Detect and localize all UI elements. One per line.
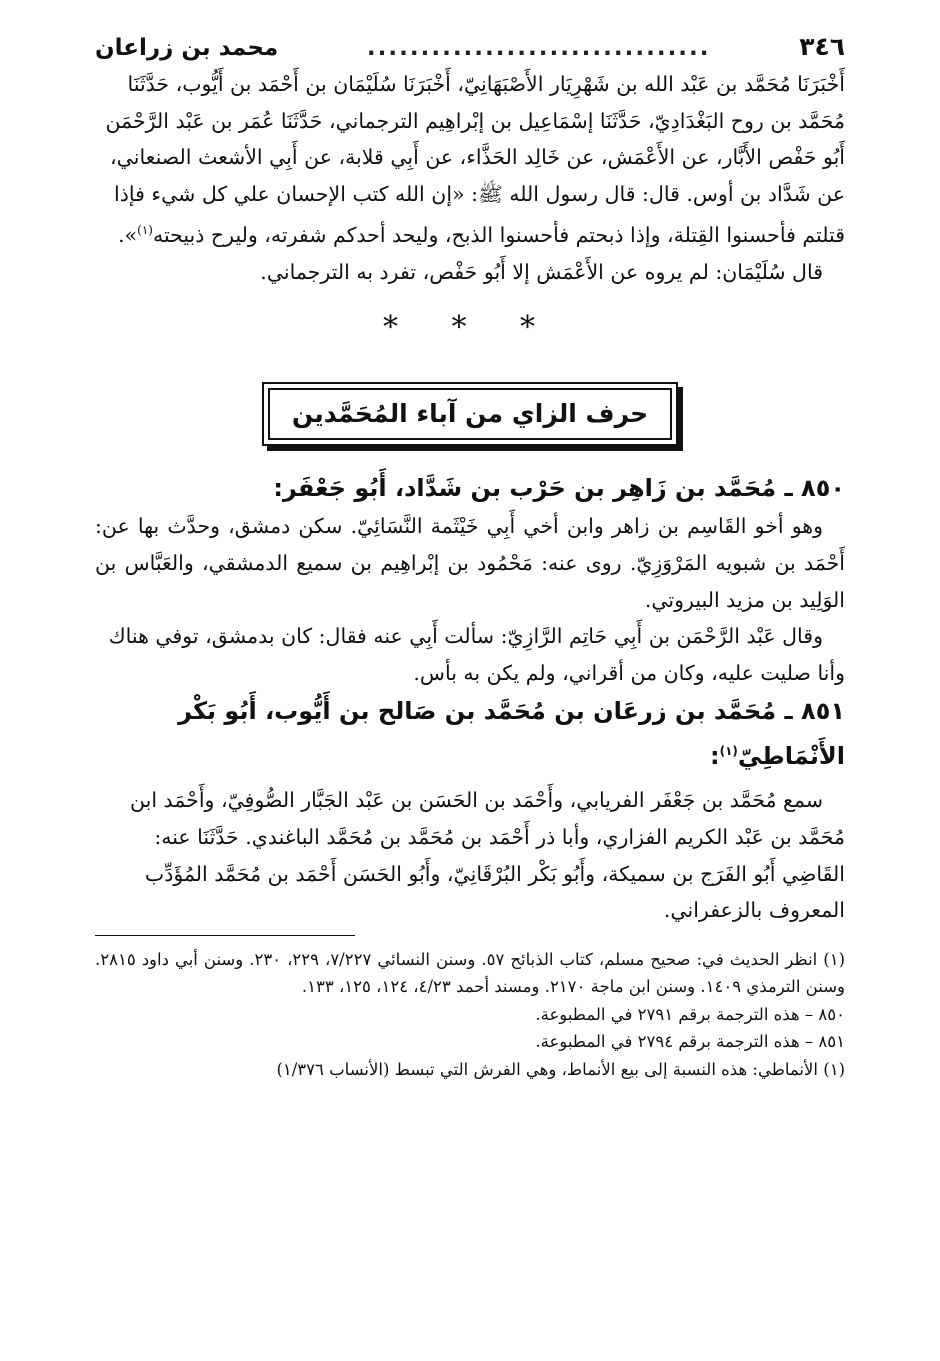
entry-850-paragraph-1: وهو أخو القَاسِم بن زاهر وابن أخي أَبِي خَيْثَمة النَّسَائِيّ. سكن دمشق، وحدَّث بها عن: أَحْمَد بن شبويه المَرْوَزِيّ. روى عنه: مَحْمُود بن إبْراهِيم بن سميع الدمشقي، والعَبَّاس بن الوَلِيد بن مزيد البيروتي. <box>95 514 845 612</box>
footnote-rule-wrap <box>95 929 845 936</box>
footnote-hadith-sources: (١) انظر الحديث في: صحيح مسلم، كتاب الذبائح ٥٧. وسنن النسائي ٧/٢٢٧، ٢٢٩، ٢٣٠. وسنن أبي داود ٢٨١٥. وسنن الترمذي ١٤٠٩. وسنن ابن ماجة ٢١٧٠. ومسند أحمد ٤/٢٣، ١٢٤، ١٢٥، ١٣٣. <box>95 949 845 997</box>
page-number: ٣٤٦ <box>799 32 845 61</box>
footnotes <box>95 946 845 1084</box>
entry-851-heading <box>95 691 845 776</box>
footnote-rule <box>95 935 355 936</box>
section-title-wrap <box>95 382 845 446</box>
footnote-ref: (١) <box>137 223 153 238</box>
book-page <box>95 28 845 1083</box>
footnote-ref: (١) <box>719 744 738 759</box>
entry-851-heading-end: : <box>709 742 720 771</box>
leader-dots: ................................ <box>366 35 711 61</box>
asterisk-separator: * * * <box>382 310 558 346</box>
entry-850-paragraph-2: وقال عَبْد الرَّحْمَن بن أَبِي حَاتِم الرَّازِيّ: سألت أَبِي عنه فقال: كان بدمشق، توفي هناك وأنا صليت عليه، وكان من أقراني، ولم يكن به بأس. <box>108 624 845 685</box>
running-head <box>95 28 845 66</box>
hadith-text-end: ». <box>118 223 138 248</box>
hadith-paragraph <box>95 66 845 254</box>
footnote-anmati: (١) الأنماطي: هذه النسبة إلى بيع الأنماط، وهي الفرش التي تبسط (الأنساب ١/٣٧٦) <box>276 1059 845 1079</box>
sulayman-comment: قال سُلَيْمَان: لم يروه عن الأَعْمَش إلا أَبُو حَفْص، تفرد به الترجماني. <box>260 259 823 284</box>
footnote-entry-850: ٨٥٠ – هذه الترجمة برقم ٢٧٩١ في المطبوعة. <box>535 1004 845 1024</box>
entry-851-paragraph: سمع مُحَمَّد بن جَعْفَر الفريابي، وأَحْمَد بن الحَسَن بن عَبْد الجَبَّار الصُّوفِيّ، وأَحْمَد ابن مُحَمَّد بن عَبْد الكريم الفزاري، وأبا ذر أَحْمَد بن مُحَمَّد بن مُحَمَّد الباغندي. حَدَّثَنَا عنه: القَاضِي أَبُو الفَرَج بن سميكة، وأَبُو بَكْر البُرْقَانِيّ، وأَبُو الحَسَن أَحْمَد بن مُحَمَّد المُؤَدِّب المعروف بالزعفراني. <box>130 788 845 923</box>
section-title-box <box>262 382 678 446</box>
entry-851-heading-text: ٨٥١ ـ مُحَمَّد بن زرعَان بن مُحَمَّد بن صَالح بن أَيُّوب، أَبُو بَكْر الأَنْمَاطِيّ <box>178 697 845 771</box>
footnote-entry-851: ٨٥١ – هذه الترجمة برقم ٢٧٩٤ في المطبوعة. <box>535 1032 845 1052</box>
hadith-text: أَخْبَرَنَا مُحَمَّد بن عَبْد الله بن شَهْرِيَار الأَصْبَهَانِيّ، أَخْبَرَنَا سُلَيْمَان بن أَحْمَد بن أَيُّوب، حَدَّثَنَا مُحَمَّد بن روح البَغْدَادِيّ، حَدَّثَنَا إسْمَاعِيل بن إبْراهِيم الترجماني، حَدَّثَنَا عُمَر بن عَبْد الرَّحْمَن أَبُو حَفْص الأَبَّار، عن الأَعْمَش، عن خَالِد الحَذَّاء، عن أَبِي قلابة، عن أَبِي الأشعث الصنعاني، عن شَدَّاد بن أوس. قال: قال رسول الله ﷺ: «إن الله كتب الإحسان علي كل شيء فإذا قتلتم فأحسنوا القِتلة، وإذا ذبحتم فأحسنوا الذبح، وليحد أحدكم شفرته، وليرح ذبيحته <box>105 72 845 248</box>
running-title: محمد بن زراعان <box>95 35 279 61</box>
section-title: حرف الزاي من آباء المُحَمَّدين <box>268 388 672 440</box>
entry-850-heading: ٨٥٠ ـ مُحَمَّد بن زَاهِر بن حَرْب بن شَدَّاد، أَبُو جَعْفَر: <box>273 474 845 503</box>
